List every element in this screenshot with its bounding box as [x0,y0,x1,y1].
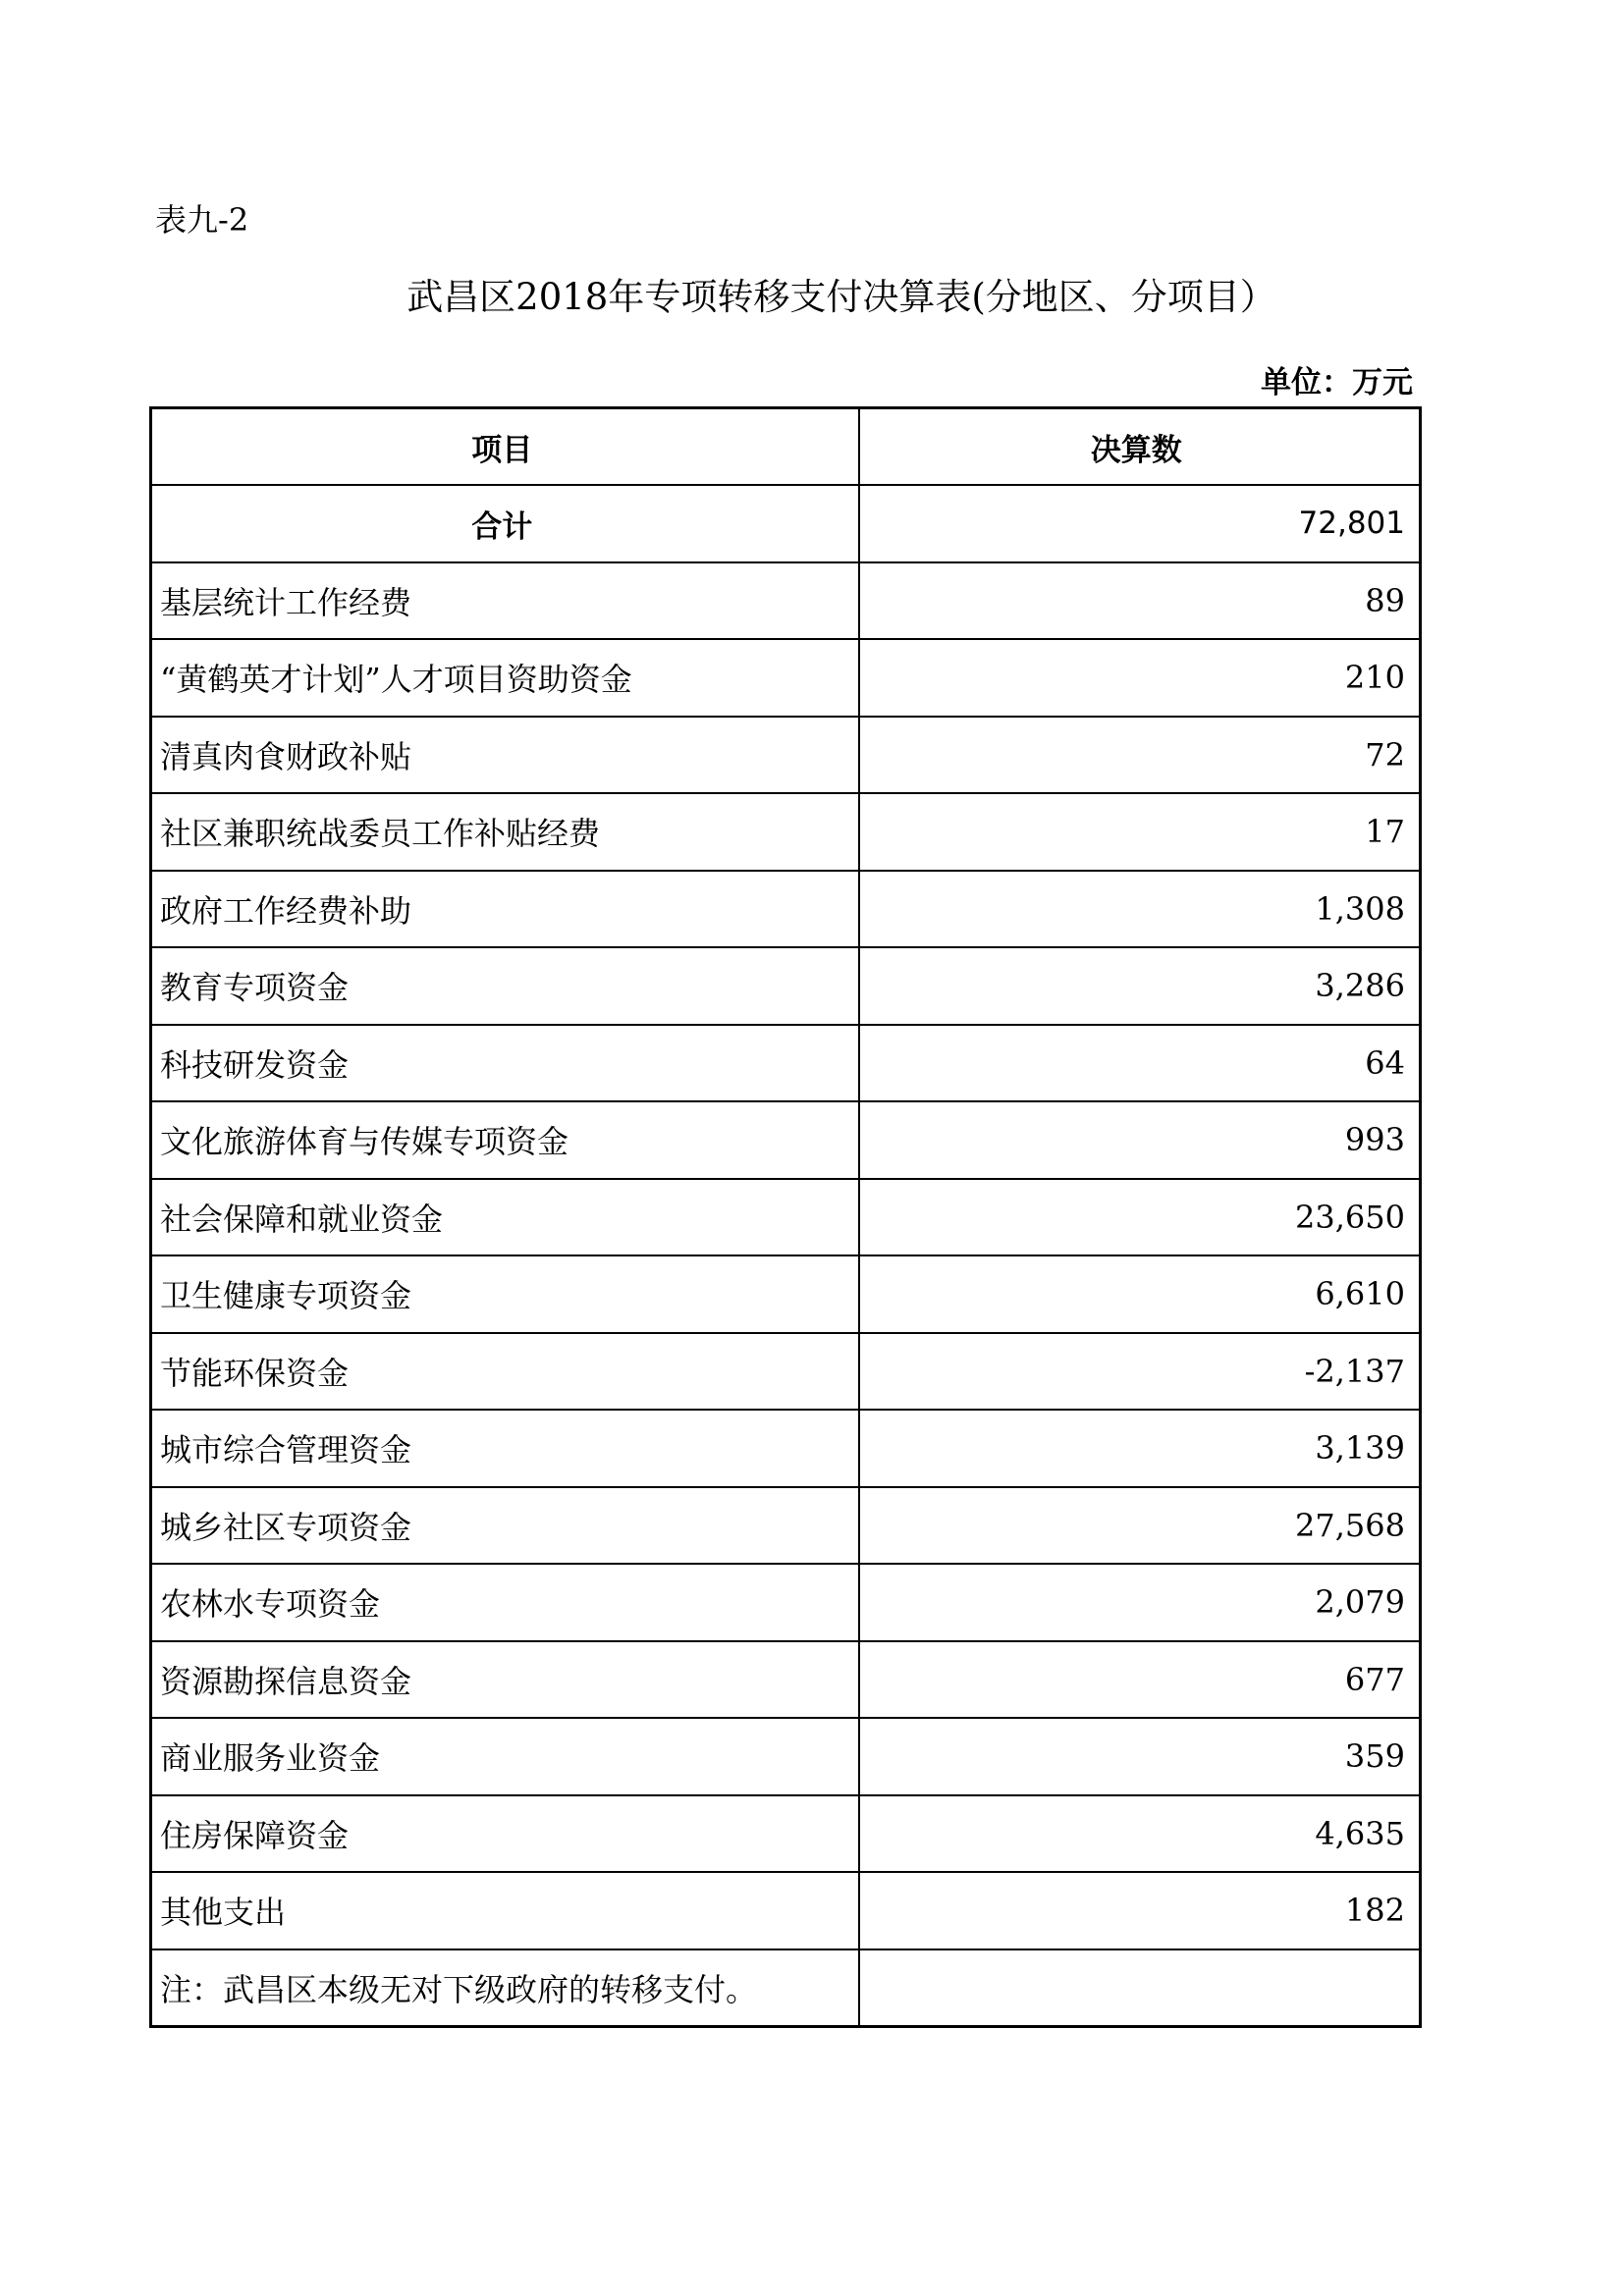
row-item-name: 科技研发资金 [151,1025,859,1102]
row-item-name: 基层统计工作经费 [151,562,859,640]
total-value: 72,801 [859,485,1421,562]
row-item-name: 资源勘探信息资金 [151,1641,859,1719]
table-row [151,1410,1421,1487]
table-row [151,1564,1421,1641]
row-item-value: 1,308 [859,871,1421,948]
row-item-name: “黄鹤英才计划”人才项目资助资金 [151,639,859,717]
row-item-value: -2,137 [859,1333,1421,1411]
table-row [151,793,1421,871]
row-item-name: 农林水专项资金 [151,1564,859,1641]
table-row [151,1025,1421,1102]
row-item-name: 社区兼职统战委员工作补贴经费 [151,793,859,871]
row-item-name: 清真肉食财政补贴 [151,717,859,794]
row-item-name: 教育专项资金 [151,947,859,1025]
row-item-name: 政府工作经费补助 [151,871,859,948]
table-row [151,1641,1421,1719]
row-item-value: 993 [859,1101,1421,1179]
row-item-value: 6,610 [859,1255,1421,1333]
note-empty-cell [859,1949,1421,2027]
row-item-value: 64 [859,1025,1421,1102]
header-row [151,408,1421,486]
column-header-amount: 决算数 [859,408,1421,486]
row-item-name: 文化旅游体育与传媒专项资金 [151,1101,859,1179]
row-item-value: 17 [859,793,1421,871]
table-label: 表九-2 [155,201,249,239]
table-row [151,1101,1421,1179]
note-text: 注：武昌区本级无对下级政府的转移支付。 [151,1949,859,2027]
table-row [151,1179,1421,1256]
note-row [151,1949,1421,2027]
table-row [151,947,1421,1025]
table-row [151,1487,1421,1565]
row-item-value: 89 [859,562,1421,640]
row-item-value: 72 [859,717,1421,794]
row-item-value: 3,139 [859,1410,1421,1487]
row-item-value: 182 [859,1872,1421,1949]
table-row [151,1795,1421,1873]
column-header-item: 项目 [151,408,859,486]
table-row [151,871,1421,948]
row-item-value: 359 [859,1718,1421,1795]
table-row [151,639,1421,717]
total-label: 合计 [151,485,859,562]
row-item-name: 节能环保资金 [151,1333,859,1411]
row-item-value: 3,286 [859,947,1421,1025]
table-row [151,1718,1421,1795]
row-item-name: 其他支出 [151,1872,859,1949]
row-item-value: 210 [859,639,1421,717]
row-item-value: 4,635 [859,1795,1421,1873]
table-row [151,1255,1421,1333]
row-item-name: 社会保障和就业资金 [151,1179,859,1256]
table-row [151,562,1421,640]
row-item-name: 城市综合管理资金 [151,1410,859,1487]
table-row [151,717,1421,794]
row-item-name: 住房保障资金 [151,1795,859,1873]
fiscal-table [149,406,1422,2028]
document-title: 武昌区2018年专项转移支付决算表(分地区、分项目） [406,276,1276,318]
row-item-value: 677 [859,1641,1421,1719]
row-item-value: 27,568 [859,1487,1421,1565]
unit-label: 单位：万元 [1261,365,1413,400]
row-item-value: 23,650 [859,1179,1421,1256]
table-row [151,1872,1421,1949]
total-row [151,485,1421,562]
table-row [151,1333,1421,1411]
row-item-value: 2,079 [859,1564,1421,1641]
row-item-name: 商业服务业资金 [151,1718,859,1795]
row-item-name: 城乡社区专项资金 [151,1487,859,1565]
row-item-name: 卫生健康专项资金 [151,1255,859,1333]
